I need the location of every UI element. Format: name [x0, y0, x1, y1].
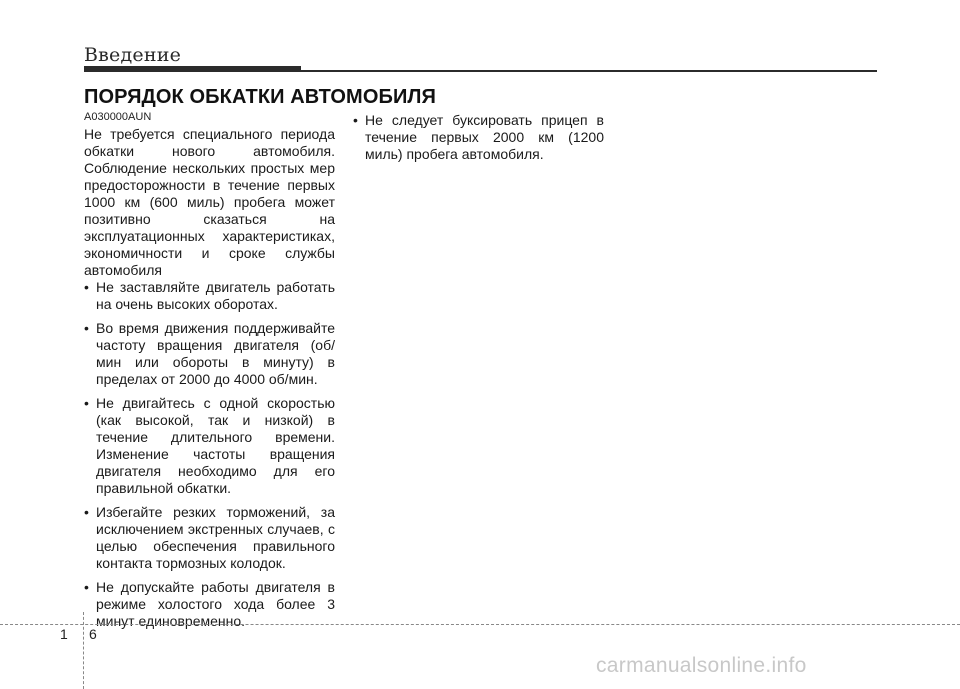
list-item-text: Не следует буксировать прицеп в течение первых 2000 км (1200 миль) пробега автомобиля.: [365, 112, 604, 162]
list-item: [353, 112, 604, 163]
bullet-marker: •: [353, 112, 358, 128]
left-column: [84, 126, 335, 637]
chapter-number: 1: [60, 626, 68, 642]
bullet-marker: •: [84, 279, 89, 295]
list-item-text: Не заставляйте двигатель работать на очень высоких оборотах.: [96, 279, 335, 312]
footer-divider: [0, 624, 960, 625]
bullet-marker: •: [84, 504, 89, 520]
bullet-marker: •: [84, 579, 89, 595]
header-rule-thin: [301, 70, 877, 72]
watermark: carmanualsonline.info: [596, 654, 807, 677]
bullet-marker: •: [84, 395, 89, 411]
list-item: [84, 279, 335, 313]
list-item: [84, 395, 335, 497]
list-item-text: Не допускайте работы двигателя в режиме холостого хода более 3 минут единовременно.: [96, 579, 335, 629]
intro-paragraph: Не требуется специального периода обкатки нового автомобиля. Соблюдение нескольких простых мер предосторожности в течение первых 1000 км (600 миль) пробега может позитивно сказаться на эксплуатационных характеристиках, экономичности и сроке службы автомобиля: [84, 126, 335, 278]
bullet-list-right: [353, 112, 604, 163]
right-column: [353, 112, 604, 170]
list-item-text: Избегайте резких торможений, за исключением экстренных случаев, с целью обеспечения правильного контакта тормозных колодок.: [96, 504, 335, 571]
document-code: A030000AUN: [84, 111, 152, 123]
list-item: [84, 320, 335, 388]
list-item: [84, 579, 335, 630]
section-title: Введение: [84, 44, 182, 66]
footer-vertical-divider: [83, 612, 84, 689]
page-number: 6: [89, 626, 97, 642]
page-heading: ПОРЯДОК ОБКАТКИ АВТОМОБИЛЯ: [84, 86, 437, 108]
header-rule-thick: [84, 66, 301, 72]
bullet-marker: •: [84, 320, 89, 336]
list-item: [84, 504, 335, 572]
list-item-text: Не двигайтесь с одной скоростью (как высокой, так и низкой) в течение длительного времени. Изменение частоты вращения двигателя необходимо для его правильной обкатки.: [96, 395, 335, 496]
bullet-list-left: [84, 279, 335, 630]
list-item-text: Во время движения поддерживайте частоту вращения двигателя (об/мин или обороты в минуту) в пределах от 2000 до 4000 об/мин.: [96, 320, 335, 387]
